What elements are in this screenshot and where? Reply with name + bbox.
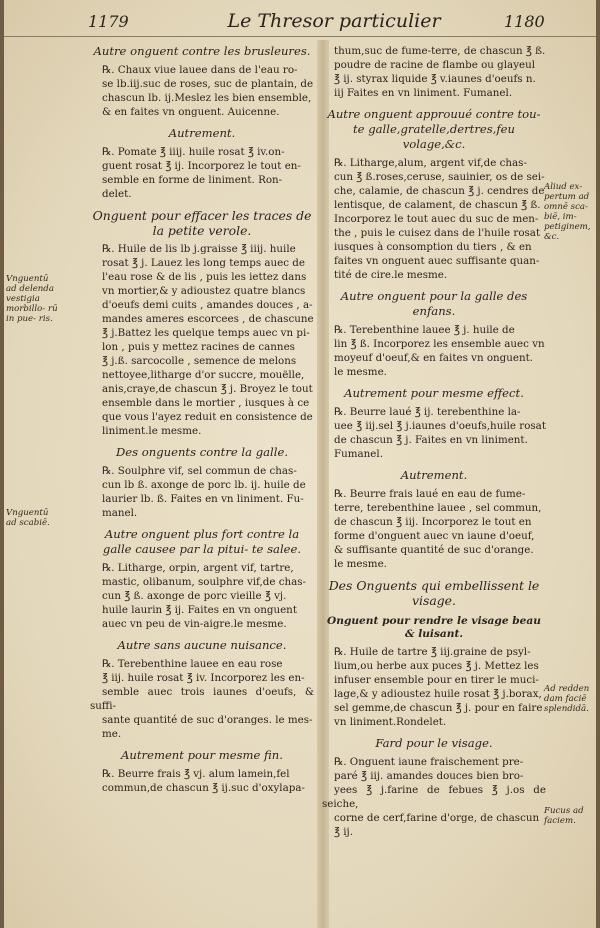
text-line: ℞. Litharge, orpin, argent vif, tartre, bbox=[102, 562, 294, 574]
text-line: chascun lb. ij.Meslez les bien ensemble, bbox=[102, 92, 312, 104]
page-header bbox=[4, 6, 596, 37]
text-line: forme d'onguent auec vn iaune d'oeuf, bbox=[334, 530, 535, 542]
text-line: iij Faites en vn liniment. Fumanel. bbox=[334, 87, 513, 99]
text-line: & suffisante quantité de suc d'orange. bbox=[334, 544, 534, 556]
text-line: mastic, olibanum, soulphre vif,de chas- bbox=[102, 576, 307, 588]
recipe-body bbox=[90, 63, 314, 119]
text-line: ℞. Chaux viue lauee dans de l'eau ro- bbox=[102, 64, 298, 76]
recipe-entry bbox=[90, 638, 314, 741]
text-line: the , puis le cuisez dans de l'huile rosat bbox=[334, 227, 541, 239]
text-line: vn liniment.Rondelet. bbox=[334, 716, 447, 728]
text-line: yees ℥ j.farine de febues ℥ j.os de seiche, bbox=[322, 784, 546, 810]
recipe-heading: Autrement. bbox=[400, 468, 468, 482]
text-line: & en faites vn onguent. Auicenne. bbox=[102, 106, 280, 118]
text-line: rosat ℥ j. Lauez les long temps auec de bbox=[102, 257, 305, 269]
text-line: Incorporez le tout auec du suc de men- bbox=[334, 213, 539, 225]
text-line: ℞. Terebenthine lauee en eau rose bbox=[102, 658, 283, 670]
recipe-body bbox=[90, 767, 314, 795]
text-line: huile laurin ℥ ij. Faites en vn onguent bbox=[102, 604, 297, 616]
text-line: laurier lb. ß. Faites en vn liniment. Fu- bbox=[102, 493, 304, 505]
text-line: iusques à consomption du tiers , & en bbox=[334, 241, 532, 253]
recipe-heading: Autre onguent contre les brusleures. bbox=[93, 44, 311, 58]
text-line: faites vn onguent auec suffisante quan- bbox=[334, 255, 540, 267]
text-line: paré ℥ iij. amandes douces bien bro- bbox=[334, 770, 524, 782]
recipe-entry bbox=[322, 468, 546, 571]
recipe-heading: Fard pour le visage. bbox=[375, 736, 493, 750]
recipe-heading: Onguent pour rendre le visage beau & luisant. bbox=[327, 615, 541, 640]
text-line: uee ℥ iij.sel ℥ j.iaunes d'oeufs,huile rosat bbox=[334, 420, 546, 432]
text-line: cun ℥ ß.roses,ceruse, sauinier, os de sei- bbox=[334, 171, 545, 183]
text-line: sante quantité de suc d'oranges. le mes- bbox=[102, 714, 313, 726]
recipe-entry bbox=[322, 44, 546, 100]
text-line: lage,& y adioustez huile rosat ℥ j.borax, bbox=[334, 688, 542, 700]
text-line: poudre de racine de flambe ou glayeul bbox=[334, 59, 536, 71]
recipe-body bbox=[322, 405, 546, 461]
recipe-body bbox=[322, 645, 546, 729]
text-line: me. bbox=[102, 728, 122, 740]
recipe-entry bbox=[90, 44, 314, 119]
recipe-entry bbox=[90, 527, 314, 631]
recipe-heading: Des Onguents qui embellissent le visage. bbox=[328, 578, 540, 608]
text-line: semble en forme de liniment. Ron- bbox=[102, 174, 283, 186]
text-line: ℞. Terebenthine lauee ℥ j. huile de bbox=[334, 324, 515, 336]
text-line: lentisque, de calament, de chascun ℥ ß. bbox=[334, 199, 541, 211]
recipe-heading: Autre sans aucune nuisance. bbox=[117, 638, 287, 652]
text-line: ℞. Pomate ℥ iiij. huile rosat ℥ iv.on- bbox=[102, 146, 285, 158]
text-line: ℞. Soulphre vif, sel commun de chas- bbox=[102, 465, 297, 477]
text-line: ℥ ij. bbox=[334, 826, 353, 838]
text-line: ℥ j.ß. sarcocolle , semence de melons bbox=[102, 355, 297, 367]
margin-note-scabie: Aliud ex- pertum ad omnē sca- biē, im- petiginem, &c. bbox=[544, 182, 591, 242]
text-line: ℞. Huile de tartre ℥ iij.graine de psyl- bbox=[334, 646, 531, 658]
text-line: ℞. Litharge,alum, argent vif,de chas- bbox=[334, 157, 527, 169]
recipe-body bbox=[322, 44, 546, 100]
text-line: liniment.le mesme. bbox=[102, 425, 202, 437]
text-line: ℥ j.Battez les quelque temps auec vn pi- bbox=[102, 327, 310, 339]
right-text-column bbox=[322, 44, 546, 843]
recipe-heading: Autre onguent plus fort contre la galle causee par la pitui- te salee. bbox=[102, 527, 302, 556]
text-line: de chascun ℥ iij. Incorporez le tout en bbox=[334, 516, 532, 528]
margin-note-verole: Vnguentū ad delenda vestigia morbillo- rū in pue- ris. bbox=[6, 274, 58, 324]
text-line: guent rosat ℥ ij. Incorporez le tout en- bbox=[102, 160, 301, 172]
text-line: manel. bbox=[102, 507, 138, 519]
text-line: che, calamie, de chascun ℥ j. cendres de bbox=[334, 185, 545, 197]
text-line: auec vn peu de vin-aigre.le mesme. bbox=[102, 618, 287, 630]
margin-note-faciem: Ad redden dam faciē splendidā. bbox=[544, 684, 590, 714]
text-line: ℞. Beurre frais ℥ vj. alum lamein,fel bbox=[102, 768, 290, 780]
text-line: corne de cerf,farine d'orge, de chascun bbox=[334, 812, 540, 824]
margin-note-galle: Vnguentū ad scabiē. bbox=[6, 508, 50, 528]
recipe-heading: Des onguents contre la galle. bbox=[115, 445, 289, 459]
text-line: d'oeufs demi cuits , amandes douces , a- bbox=[102, 299, 313, 311]
text-line: thum,suc de fume-terre, de chascun ℥ ß. bbox=[334, 45, 546, 57]
recipe-body bbox=[90, 561, 314, 631]
recipe-entry bbox=[90, 748, 314, 795]
text-line: cun lb ß. axonge de porc lb. ij. huile de bbox=[102, 479, 306, 491]
text-line: ℥ ij. styrax liquide ℥ v.iaunes d'oeufs n. bbox=[334, 73, 536, 85]
recipe-entry bbox=[322, 615, 546, 729]
text-line: de chascun ℥ j. Faites en vn liniment. bbox=[334, 434, 528, 446]
recipe-body bbox=[90, 145, 314, 201]
text-line: cun ℥ ß. axonge de porc vieille ℥ vj. bbox=[102, 590, 287, 602]
text-line: ℞. Beurre laué ℥ ij. terebenthine la- bbox=[334, 406, 521, 418]
recipe-entry bbox=[90, 445, 314, 520]
right-page-number: 1180 bbox=[504, 12, 545, 31]
recipe-entry bbox=[322, 107, 546, 282]
recipe-body bbox=[322, 323, 546, 379]
text-line: se lb.iij.suc de roses, suc de plantain, de bbox=[102, 78, 314, 90]
text-line: le mesme. bbox=[334, 558, 387, 570]
text-line: semble auec trois iaunes d'oeufs, & suffi- bbox=[90, 686, 314, 712]
text-line: ℞. Onguent iaune fraischement pre- bbox=[334, 756, 524, 768]
recipe-body bbox=[322, 156, 546, 282]
recipe-heading: Autrement pour mesme effect. bbox=[344, 386, 524, 400]
recipe-heading: Autre onguent approuué contre tou- te galle,gratelle,dertres,feu volage,&c. bbox=[327, 107, 541, 151]
text-line: terre, terebenthine lauee , sel commun, bbox=[334, 502, 542, 514]
recipe-heading: Onguent pour effacer les traces de la petite verole. bbox=[92, 208, 312, 238]
text-line: ℞. Huile de lis lb j.graisse ℥ iiij. huile bbox=[102, 243, 296, 255]
recipe-heading: Autrement pour mesme fin. bbox=[121, 748, 283, 762]
text-line: anis,craye,de chascun ℥ j. Broyez le tout bbox=[102, 383, 313, 395]
recipe-body bbox=[322, 755, 546, 839]
left-page-number: 1179 bbox=[88, 12, 129, 31]
text-line: infuser ensemble pour en tirer le muci- bbox=[334, 674, 539, 686]
text-line: ensemble dans le mortier , iusques à ce bbox=[102, 397, 310, 409]
text-line: lin ℥ ß. Incorporez les ensemble auec vn bbox=[334, 338, 545, 350]
text-line: lium,ou herbe aux puces ℥ j. Mettez les bbox=[334, 660, 539, 672]
left-text-column bbox=[90, 44, 314, 799]
text-line: que vous l'ayez reduit en consistence de bbox=[102, 411, 313, 423]
running-title: Le Thresor particulier bbox=[227, 10, 441, 32]
text-line: nettoyee,litharge d'or succre, mouëlle, bbox=[102, 369, 305, 381]
text-line: tité de cire.le mesme. bbox=[334, 269, 448, 281]
recipe-entry bbox=[322, 736, 546, 839]
text-line: ℞. Beurre frais laué en eau de fume- bbox=[334, 488, 526, 500]
text-line: mandes ameres escorcees , de chascune bbox=[102, 313, 314, 325]
text-line: lon , puis y mettez racines de cannes bbox=[102, 341, 295, 353]
text-line: Fumanel. bbox=[334, 448, 383, 460]
recipe-entry bbox=[90, 126, 314, 201]
recipe-body bbox=[90, 657, 314, 741]
recipe-entry bbox=[322, 386, 546, 461]
recipe-entry bbox=[90, 208, 314, 438]
text-line: sel gemme,de chascun ℥ j. pour en faire bbox=[334, 702, 543, 714]
recipe-heading: Autre onguent pour la galle des enfans. bbox=[340, 289, 528, 318]
text-line: le mesme. bbox=[334, 366, 387, 378]
book-page bbox=[4, 0, 596, 928]
recipe-entry bbox=[322, 578, 546, 608]
text-line: vn mortier,& y adioustez quatre blancs bbox=[102, 285, 306, 297]
recipe-heading: Autrement. bbox=[168, 126, 236, 140]
recipe-entry bbox=[322, 289, 546, 379]
text-line: delet. bbox=[102, 188, 132, 200]
recipe-body bbox=[90, 242, 314, 438]
text-line: moyeuf d'oeuf,& en faites vn onguent. bbox=[334, 352, 534, 364]
recipe-body bbox=[322, 487, 546, 571]
text-line: commun,de chascun ℥ ij.suc d'oxylapa- bbox=[102, 782, 305, 794]
text-line: ℥ iij. huile rosat ℥ iv. Incorporez les en- bbox=[102, 672, 305, 684]
text-line: l'eau rose & de lis , puis les iettez dans bbox=[102, 271, 307, 283]
margin-note-fucus: Fucus ad faciem. bbox=[544, 806, 584, 826]
recipe-body bbox=[90, 464, 314, 520]
